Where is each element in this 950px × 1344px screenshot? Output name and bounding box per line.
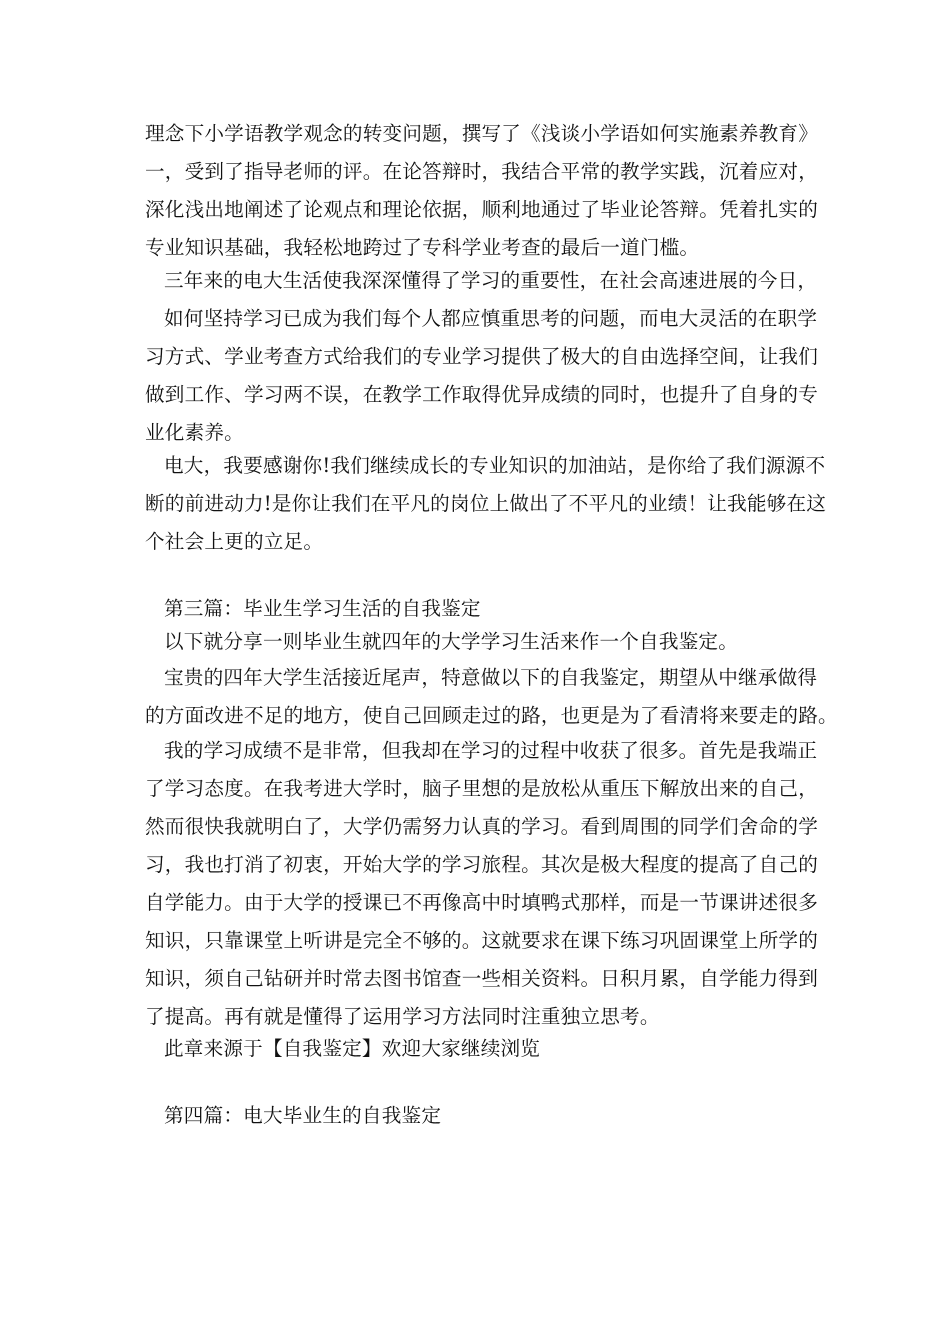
text-line: 做到工作、学习两不误，在教学工作取得优异成绩的同时，也提升了自身的专 <box>145 383 818 406</box>
text-line: 了提高。再有就是懂得了运用学习方法同时注重独立思考。 <box>145 1005 660 1028</box>
text-line: 电大，我要感谢你!我们继续成长的专业知识的加油站，是你给了我们源源不 <box>164 454 826 477</box>
text-line: 业化素养。 <box>145 421 244 444</box>
text-line: 知识，须自己钻研并时常去图书馆查一些相关资料。日积月累，自学能力得到 <box>145 967 818 990</box>
text-line: 我的学习成绩不是非常，但我却在学习的过程中收获了很多。首先是我端正 <box>164 739 818 762</box>
text-line: 理念下小学语教学观念的转变问题，撰写了《浅谈小学语如何实施素养教育》 <box>145 122 818 145</box>
text-line: 此章来源于【自我鉴定】欢迎大家继续浏览 <box>164 1037 541 1060</box>
text-line: 专业知识基础，我轻松地跨过了专科学业考查的最后一道门槛。 <box>145 236 700 259</box>
section-heading: 第三篇：毕业生学习生活的自我鉴定 <box>164 597 481 620</box>
text-line: 如何坚持学习已成为我们每个人都应慎重思考的问题，而电大灵活的在职学 <box>164 307 818 330</box>
text-line: 知识，只靠课堂上听讲是完全不够的。这就要求在课下练习巩固课堂上所学的 <box>145 929 818 952</box>
text-line: 了学习态度。在我考进大学时，脑子里想的是放松从重压下解放出来的自己， <box>145 777 818 800</box>
text-line: 三年来的电大生活使我深深懂得了学习的重要性，在社会高速进展的今日， <box>164 269 818 292</box>
text-line: 深化浅出地阐述了论观点和理论依据，顺利地通过了毕业论答辩。凭着扎实的 <box>145 198 818 221</box>
text-line: 以下就分享一则毕业生就四年的大学学习生活来作一个自我鉴定。 <box>164 630 739 653</box>
text-line: 的方面改进不足的地方，使自己回顾走过的路，也更是为了看清将来要走的路。 <box>145 704 838 727</box>
text-line: 然而很快我就明白了，大学仍需努力认真的学习。看到周围的同学们舍命的学 <box>145 815 818 838</box>
text-line: 一，受到了指导老师的评。在论答辩时，我结合平常的教学实践，沉着应对， <box>145 160 818 183</box>
text-line: 自学能力。由于大学的授课已不再像高中时填鸭式那样，而是一节课讲述很多 <box>145 891 818 914</box>
text-line: 个社会上更的立足。 <box>145 530 324 553</box>
section-heading: 第四篇：电大毕业生的自我鉴定 <box>164 1104 442 1127</box>
text-line: 断的前进动力!是你让我们在平凡的岗位上做出了不平凡的业绩！让我能够在这 <box>145 492 827 515</box>
text-line: 宝贵的四年大学生活接近尾声，特意做以下的自我鉴定，期望从中继承做得 <box>164 666 818 689</box>
text-line: 习方式、学业考查方式给我们的专业学习提供了极大的自由选择空间，让我们 <box>145 345 818 368</box>
text-line: 习，我也打消了初衷，开始大学的学习旅程。其次是极大程度的提高了自己的 <box>145 853 818 876</box>
